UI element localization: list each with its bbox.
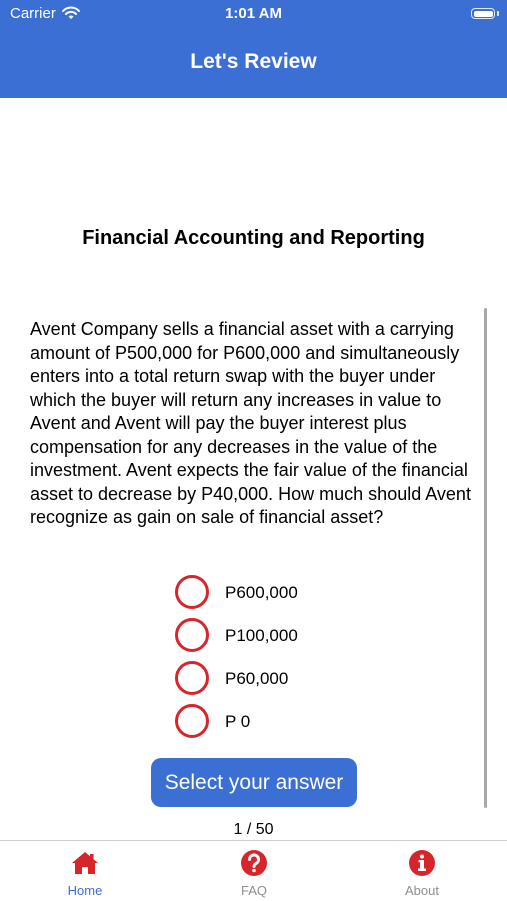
- select-answer-button[interactable]: Select your answer: [151, 758, 357, 807]
- question-progress: 1 / 50: [233, 821, 274, 838]
- navigation-header: [0, 0, 507, 98]
- option-label: P 0: [225, 712, 251, 731]
- tab-about-label: About: [405, 883, 439, 898]
- option-label: P100,000: [225, 626, 298, 645]
- answer-option[interactable]: [175, 575, 375, 611]
- tab-faq-label: FAQ: [240, 883, 267, 898]
- tab-bar: [0, 840, 507, 901]
- battery-icon: [471, 8, 495, 19]
- tab-faq[interactable]: [194, 841, 314, 901]
- status-bar: [0, 0, 507, 30]
- answer-option[interactable]: [175, 704, 375, 740]
- carrier-label: Carrier: [10, 5, 56, 22]
- radio-button[interactable]: [175, 575, 209, 609]
- subject-title: Financial Accounting and Reporting: [82, 227, 425, 249]
- radio-button[interactable]: [175, 618, 209, 652]
- radio-button[interactable]: [175, 661, 209, 695]
- tab-about[interactable]: [362, 841, 482, 901]
- question-text: Avent Company sells a financial asset with a carrying amount of P500,000 for P600,000 and simultaneously enters into a total return swap with the buyer under which the buyer will return any increases in value to Avent and Avent will pay the buyer interest plus compensation for any decreases in the value of the investment. Avent expects the fair value of the financial asset to decrease by P40,000. How much should Avent recognize as gain on sale of financial asset?: [30, 319, 471, 527]
- info-circle-icon: [408, 849, 436, 877]
- option-label: P600,000: [225, 583, 298, 602]
- option-label: P60,000: [225, 669, 289, 688]
- home-icon: [71, 849, 99, 877]
- answer-option[interactable]: [175, 661, 375, 697]
- answer-option[interactable]: [175, 618, 375, 654]
- clock-time: 1:01 AM: [225, 5, 282, 22]
- scroll-indicator[interactable]: [484, 308, 487, 808]
- question-circle-icon: [240, 849, 268, 877]
- page-title: Let's Review: [190, 50, 317, 73]
- tab-home-label: Home: [67, 883, 103, 898]
- radio-button[interactable]: [175, 704, 209, 738]
- battery-tip: [497, 11, 499, 16]
- tab-home[interactable]: [25, 841, 145, 901]
